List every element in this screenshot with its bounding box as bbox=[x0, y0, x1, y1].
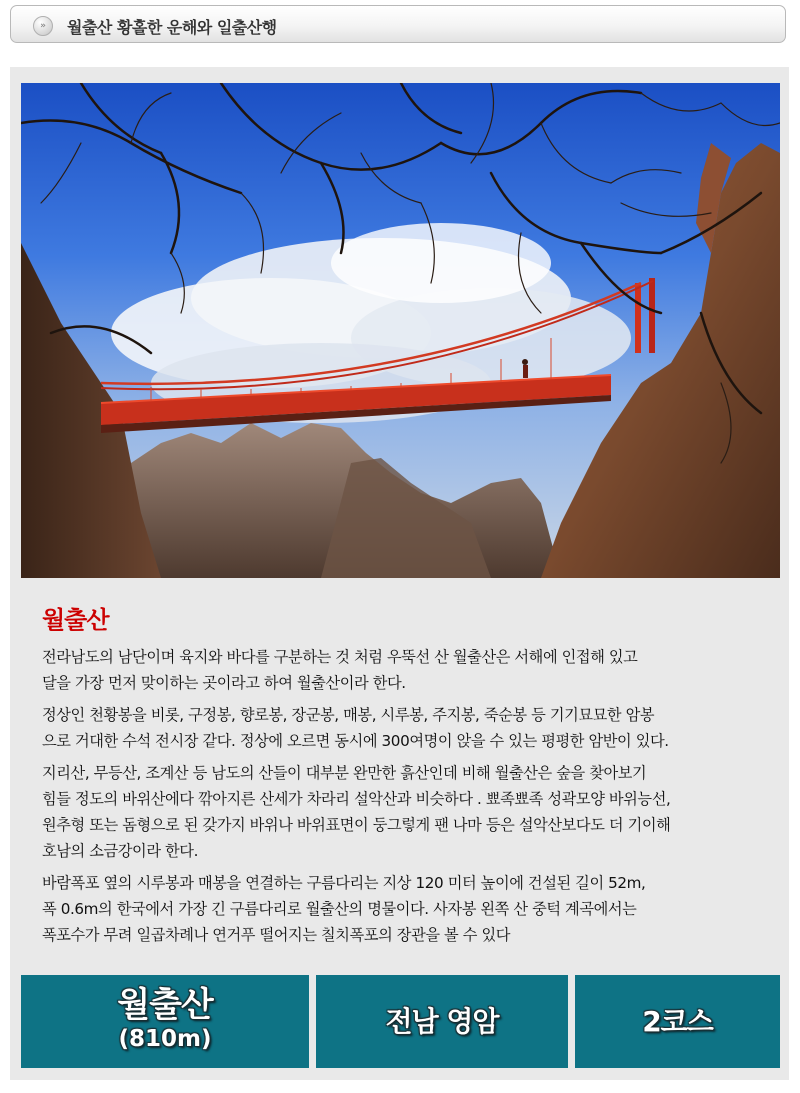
title-bar bbox=[10, 5, 786, 43]
mountain-elevation: (810m) bbox=[118, 1026, 212, 1052]
content-panel bbox=[10, 67, 789, 1080]
double-chevron-right-icon: » bbox=[33, 16, 53, 36]
page-title: 월출산 황홀한 운해와 일출산행 bbox=[67, 18, 277, 37]
article-paragraph: 정상인 천황봉을 비롯, 구정봉, 향로봉, 장군봉, 매봉, 시루봉, 주지봉, 죽순봉 등 기기묘묘한 암봉 으로 거대한 수석 전시장 같다. 정상에 오르면 동시에 300여명이 앉을 수 있는 평평한 암반이 있다. bbox=[42, 706, 669, 750]
mountain-name: 월출산 bbox=[117, 985, 213, 1025]
location-box bbox=[316, 975, 568, 1068]
article-heading: 월출산 bbox=[42, 606, 109, 634]
location-label: 전남 영암 bbox=[385, 1005, 499, 1038]
article-paragraph: 지리산, 무등산, 조계산 등 남도의 산들이 대부분 완만한 흙산인데 비해 월출산은 숲을 찾아보기 힘들 정도의 바위산에다 깎아지른 산세가 차라리 설악산과 비슷하다 . 뾰족뾰족 성곽모양 바위능선, 원추형 또는 돔형으로 된 갖가지 바위나 바위표면이 둥그렇게 팬 나마 등은 설악산보다도 더 기이해 호남의 소금강이라 한다. bbox=[42, 764, 671, 860]
bridge-photo bbox=[21, 83, 780, 578]
course-label: 2코스 bbox=[642, 1005, 713, 1038]
course-box bbox=[575, 975, 780, 1068]
article-paragraph: 전라남도의 남단이며 육지와 바다를 구분하는 것 처럼 우뚝선 산 월출산은 서해에 인접해 있고 달을 가장 먼저 맞이하는 곳이라고 하여 월출산이라 한다. bbox=[42, 648, 638, 692]
mountain-name-box bbox=[21, 975, 309, 1068]
article-paragraph: 바람폭포 옆의 시루봉과 매봉을 연결하는 구름다리는 지상 120 미터 높이에 건설된 길이 52m, 폭 0.6m의 한국에서 가장 긴 구름다리로 월출산의 명물이다. 사자봉 왼쪽 산 중턱 계곡에서는 폭포수가 무려 일곱차례나 연거푸 떨어지는 칠치폭포의 장관을 볼 수 있다 bbox=[42, 874, 646, 944]
article-body bbox=[42, 644, 772, 954]
